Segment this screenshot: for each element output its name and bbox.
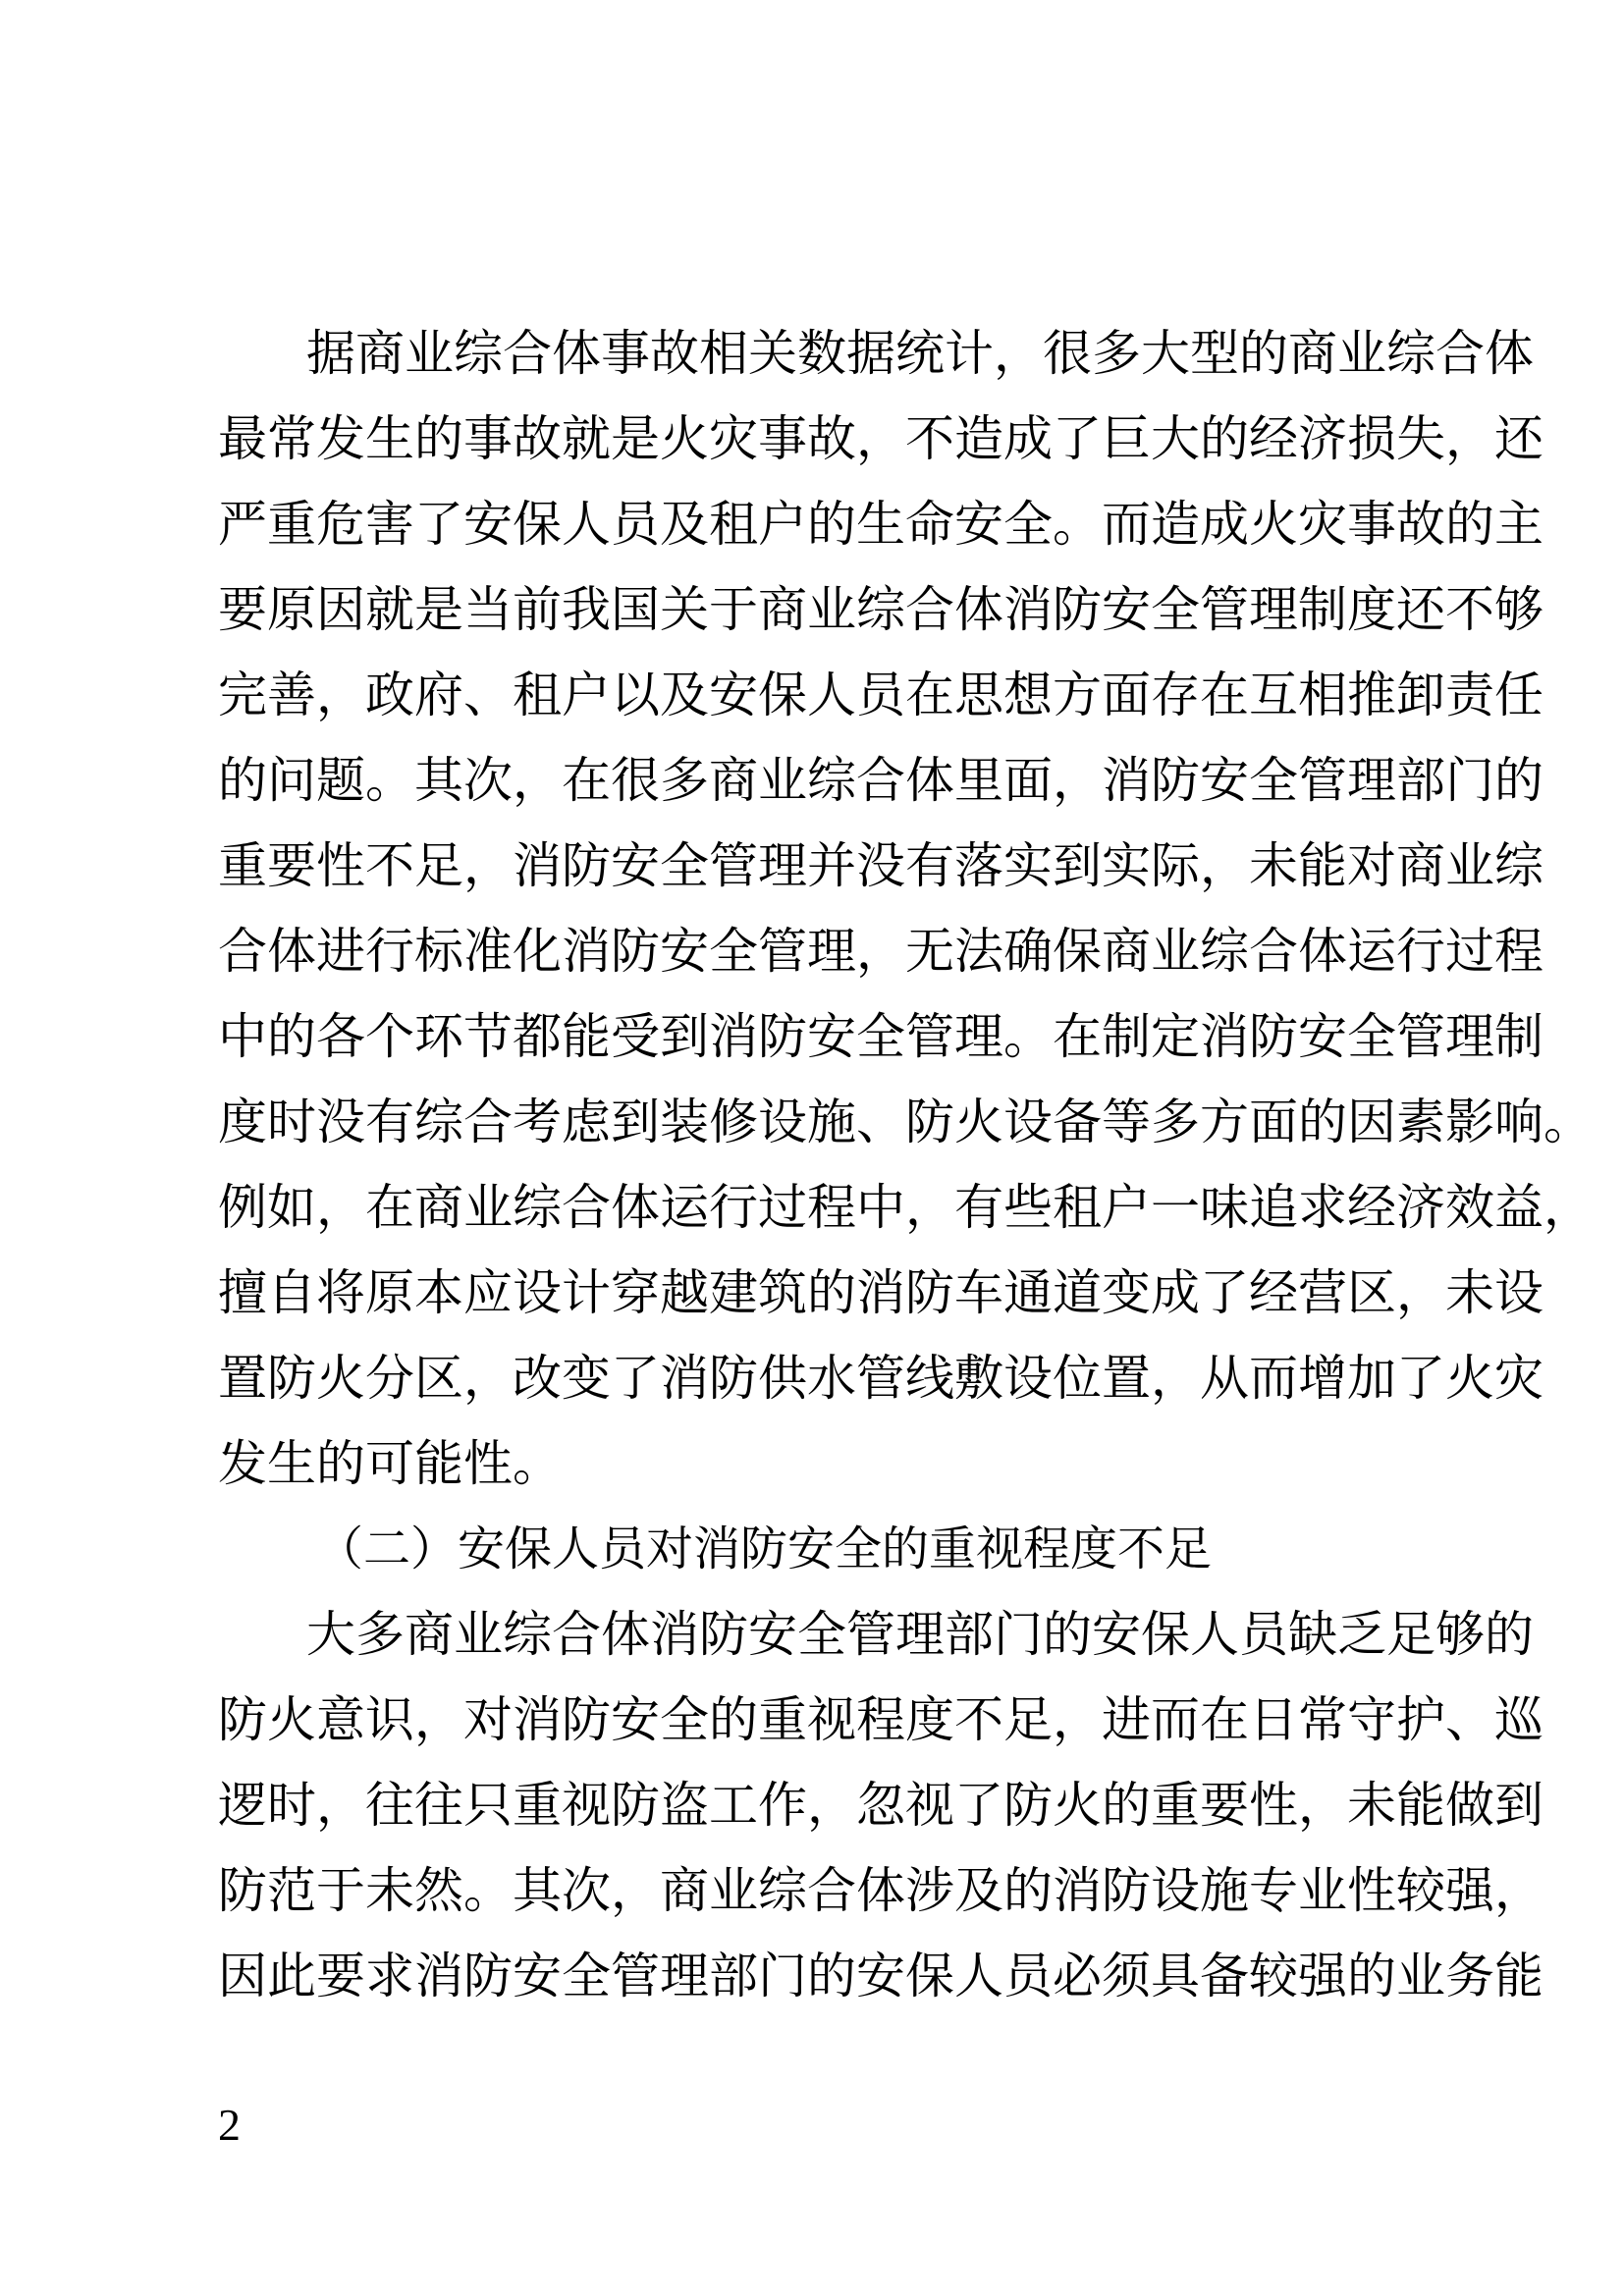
text-line: 防范于未然。其次，商业综合体涉及的消防设施专业性较强， — [218, 1862, 1543, 1919]
section-heading: （二）安保人员对消防安全的重视程度不足 — [316, 1522, 1213, 1576]
text-line: 据商业综合体事故相关数据统计，很多大型的商业综合体 — [306, 325, 1534, 382]
text-line: 完善，政府、租户以及安保人员在思想方面存在互相推卸责任 — [218, 667, 1543, 723]
text-line: 防火意识，对消防安全的重视程度不足，进而在日常守护、巡 — [218, 1691, 1543, 1748]
text-line: 的问题。其次，在很多商业综合体里面，消防安全管理部门的 — [218, 752, 1543, 809]
text-line: 严重危害了安保人员及租户的生命安全。而造成火灾事故的主 — [218, 496, 1543, 553]
text-line: 擅自将原本应设计穿越建筑的消防车通道变成了经营区，未设 — [218, 1264, 1543, 1321]
text-line: 中的各个环节都能受到消防安全管理。在制定消防安全管理制 — [218, 1008, 1543, 1065]
text-line: 置防火分区，改变了消防供水管线敷设位置，从而增加了火灾 — [218, 1350, 1543, 1407]
text-line: 最常发生的事故就是火灾事故，不造成了巨大的经济损失，还 — [218, 410, 1543, 467]
text-line: 合体进行标准化消防安全管理，无法确保商业综合体运行过程 — [218, 923, 1543, 980]
text-line: 重要性不足，消防安全管理并没有落实到实际，未能对商业综 — [218, 837, 1543, 894]
text-line: 要原因就是当前我国关于商业综合体消防安全管理制度还不够 — [218, 581, 1543, 638]
text-line: 例如，在商业综合体运行过程中，有些租户一味追求经济效益， — [218, 1179, 1593, 1236]
text-line: 大多商业综合体消防安全管理部门的安保人员缺乏足够的 — [306, 1606, 1534, 1663]
text-line: 逻时，往往只重视防盗工作，忽视了防火的重要性，未能做到 — [218, 1777, 1543, 1834]
text-line: 度时没有综合考虑到装修设施、防火设备等多方面的因素影响。 — [218, 1094, 1593, 1150]
page-number: 2 — [218, 2100, 241, 2150]
text-line: 因此要求消防安全管理部门的安保人员必须具备较强的业务能 — [218, 1948, 1543, 2004]
text-line: 发生的可能性。 — [218, 1435, 562, 1492]
